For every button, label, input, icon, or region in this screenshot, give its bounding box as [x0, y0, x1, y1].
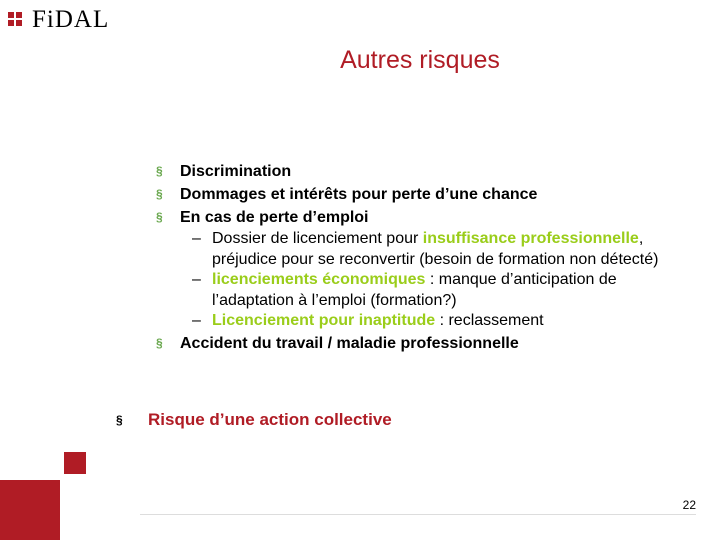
highlight-text: licenciements économiques [212, 271, 426, 288]
dash-icon: – [192, 312, 201, 329]
logo-square-icon [8, 20, 14, 26]
bullet-icon: § [116, 413, 123, 427]
bullet-icon: § [156, 164, 163, 178]
sub-item-suffix: : manque d’anticipation de l’adaptation à l’emploi (formation?) [212, 271, 617, 309]
bullet-icon: § [156, 187, 163, 201]
list-item [156, 206, 696, 229]
bullet-list [156, 160, 696, 355]
list-item [156, 160, 696, 183]
logo-square-icon [8, 12, 14, 18]
list-item-text: Dommages et intérêts pour perte d’une chance [180, 186, 538, 203]
sub-item-suffix: : reclassement [435, 312, 544, 329]
sub-list-item [156, 311, 672, 332]
slide-title: Autres risques [340, 46, 500, 74]
logo-square-icon [16, 20, 22, 26]
highlight-text: insuffisance professionnelle [422, 230, 639, 247]
sub-item-suffix: , préjudice pour se reconvertir (besoin de formation non détecté) [212, 230, 659, 268]
page-number: 22 [682, 498, 696, 512]
footer-line [140, 514, 696, 515]
dash-icon: – [192, 271, 201, 288]
sub-list-item [156, 229, 672, 270]
dash-icon: – [192, 230, 201, 247]
logo-square-icon [16, 12, 22, 18]
decorative-square [0, 480, 60, 540]
list-item [156, 183, 696, 206]
list-item-text: Risque d’une action collective [148, 410, 392, 429]
sub-list-item [156, 270, 672, 311]
highlight-text: Licenciement pour inaptitude [212, 312, 436, 329]
bullet-icon: § [156, 335, 163, 350]
bullet-icon: § [156, 210, 163, 224]
list-item-text: Discrimination [180, 163, 292, 180]
list-item [156, 332, 696, 355]
sub-item-prefix: Dossier de licenciement pour [212, 230, 423, 247]
logo-wordmark: FiDAL [32, 6, 110, 33]
list-item-text: Accident du travail / maladie professionnelle [180, 334, 519, 352]
list-item-text: En cas de perte d’emploi [180, 209, 369, 226]
decorative-square [64, 452, 86, 474]
